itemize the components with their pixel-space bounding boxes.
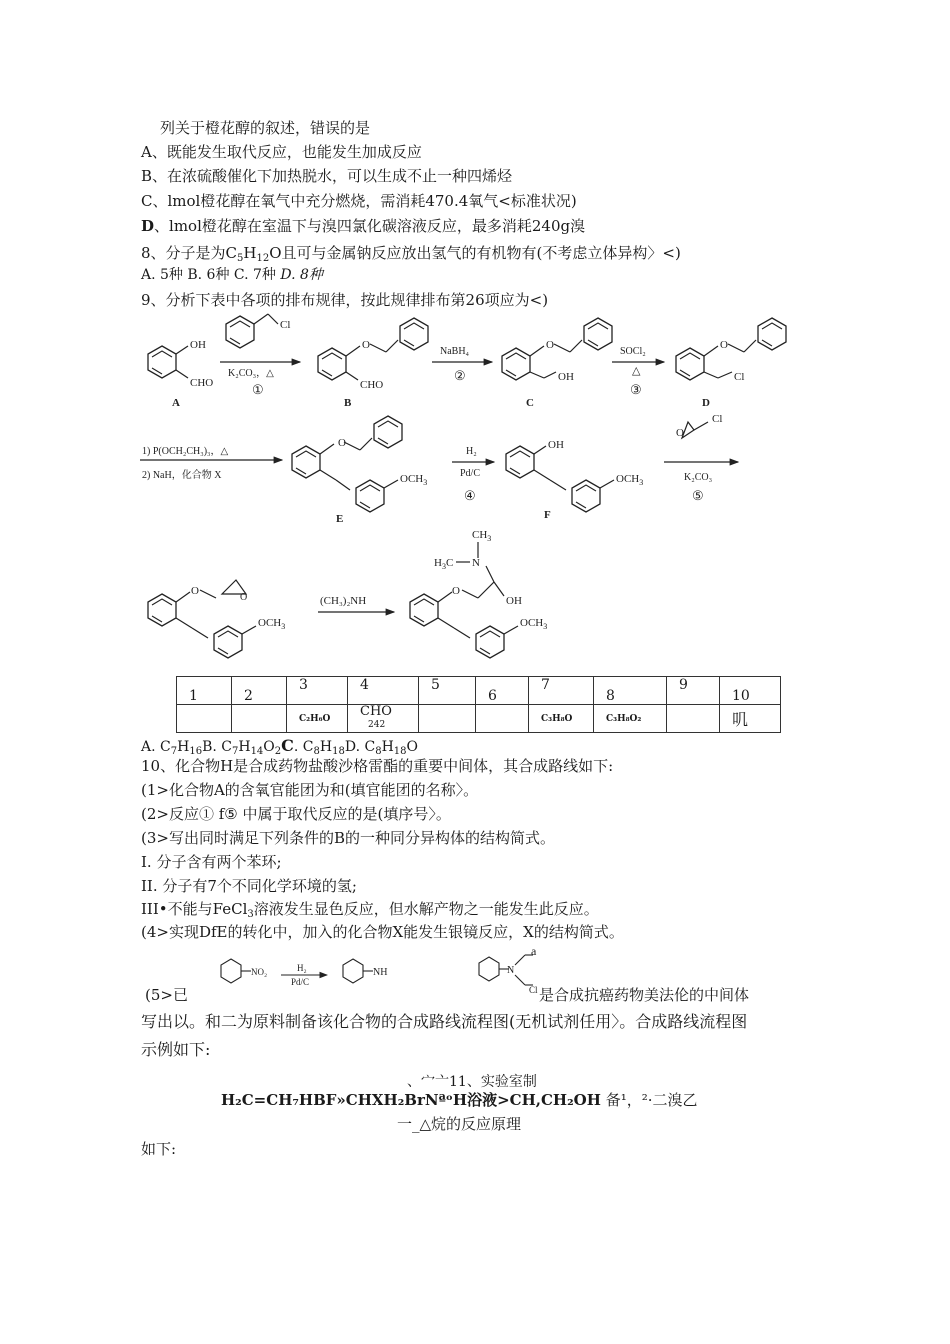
label-och3-f: $OCH_3$ — [616, 473, 644, 487]
step2-num: ② — [454, 368, 466, 383]
q9-opt-c3: 18 — [332, 746, 345, 757]
step-e1: 1) P(OCH₂CH₃)₃，△ — [142, 446, 229, 457]
series-table — [176, 676, 781, 733]
table-cell: C₃H₈O — [529, 705, 594, 733]
q10-cond-iii-b: 溶液发生显色反应，但水解产物之一能发生此反应。 — [253, 900, 599, 918]
table-cell — [667, 705, 720, 733]
label-o-c: O — [546, 339, 554, 351]
label-oh-h: OH — [506, 595, 522, 607]
label-o-e: O — [338, 437, 346, 449]
label-b: B — [344, 397, 352, 409]
q10-stem: 10、化合物H是合成药物盐酸沙格雷酯的重要中间体，其合成路线如下: — [141, 757, 614, 775]
label-och3-e: $OCH_3$ — [400, 473, 428, 487]
q11-tail: 如下: — [141, 1140, 177, 1158]
step-e2: 2) NaH，化合物 X — [142, 470, 222, 481]
table-header-cell: 8 — [594, 677, 667, 705]
q8-mid: H — [243, 244, 257, 262]
q7-option-a: A、既能发生取代反应，也能发生加成反应 — [141, 143, 422, 161]
table-cell — [476, 705, 529, 733]
q8-stem-b: O且可与金属钠反应放出氢气的有机物有(不考虑立体异构〉<) — [269, 244, 681, 262]
q10-part5-prefix: (5>已 — [145, 986, 188, 1004]
q9-stem: 9、分析下表中各项的排布规律，按此规律排布第26项应为<) — [141, 291, 549, 309]
table-header-cell: 9 — [667, 677, 720, 705]
table-header-cell: 5 — [419, 677, 476, 705]
table-cell: C₃H₈O₂ — [594, 705, 667, 733]
label-c: C — [526, 397, 534, 409]
q10-part2: (2>反应① f⑤ 中属于取代反应的是(填序号〉。 — [141, 805, 451, 823]
q9-opt-d: D. C — [344, 739, 376, 755]
step3-num: ③ — [630, 382, 642, 397]
table-header-cell: 7 — [529, 677, 594, 705]
q9-opt-b3: 14 — [250, 746, 264, 757]
q9-opt-c1: 8 — [313, 746, 320, 757]
example-tail: 备¹，²·二溴乙 — [605, 1091, 698, 1109]
label-oh-f: OH — [548, 439, 564, 451]
table-header-cell: 2 — [232, 677, 287, 705]
label-o-d: O — [720, 339, 728, 351]
q10-cond-iii-a: III•不能与FeCl — [141, 900, 248, 918]
step4-reagent2: Pd/C — [460, 468, 481, 479]
q10-part5-strip — [141, 944, 791, 1004]
table-header-cell: 3 — [287, 677, 348, 705]
step1-num: ① — [252, 382, 264, 397]
label-a: A — [172, 397, 180, 409]
q10-route: 写出以。和二为原料制备该化合物的合成路线流程图(无机试剂任用〉。合成路线流程图 — [141, 1012, 748, 1031]
q9-opt-b: B. C — [202, 739, 232, 755]
q8-sub2: 12 — [256, 253, 270, 264]
label-och3-g: $OCH_3$ — [258, 617, 286, 631]
label-f: F — [544, 509, 551, 521]
label-o-epoxide: O — [676, 427, 684, 439]
q10-route-2: 示例如下: — [141, 1040, 211, 1059]
label-d: D — [702, 397, 710, 409]
example-bottom: 一_△烷的反应原理 — [397, 1115, 522, 1133]
q9-opt-a3: 16 — [189, 746, 203, 757]
label-och3-h: $OCH_3$ — [520, 617, 548, 631]
table-cell — [232, 705, 287, 733]
q7-stem: 列关于橙花醇的叙述，错误的是 — [160, 119, 371, 137]
step4-reagent1: H₂ — [466, 446, 477, 457]
p5-n: N — [507, 965, 515, 976]
table-header-cell: 10 — [720, 677, 781, 705]
p5-pdc: Pd/C — [291, 977, 310, 987]
q7-d-letter: D — [141, 217, 155, 235]
example-main: H₂C=CH₇HBF»CHXH₂BrNªᵒH浴液>CH,CH₂OH — [221, 1091, 601, 1109]
label-ch3-h: $CH_3$ — [472, 529, 492, 543]
label-cho-a: CHO — [190, 377, 214, 389]
label-o-g-epoxide: O — [240, 592, 248, 603]
label-oh-a: OH — [190, 339, 206, 351]
step5-num: ⑤ — [692, 488, 704, 503]
step3-delta: △ — [632, 365, 641, 377]
label-e: E — [336, 513, 344, 525]
q9-opt-b4: O — [263, 739, 275, 755]
p5-nh: NH — [373, 967, 388, 978]
p5-h2: H₂ — [297, 963, 307, 973]
q7-d-text: 、lmol橙花醇在室温下与溴四氯化碳溶液反应，最多消耗240g溴 — [154, 217, 586, 235]
row-2-labels — [142, 413, 722, 525]
q9-opt-d3: 18 — [393, 746, 407, 757]
q8-option-d: D. 8种 — [280, 267, 323, 283]
q7-option-d — [141, 216, 585, 236]
q9-opt-c: C — [281, 736, 294, 755]
q10-part1: (1>化合物A的含氧官能团为和(填官能团的名称〉。 — [141, 781, 479, 799]
step5-reagent: K₂CO₃ — [684, 472, 713, 483]
table-cell — [177, 705, 232, 733]
p5-cl: Cl — [529, 985, 538, 995]
q9-opt-a: A. C — [141, 739, 171, 755]
q10-cond-iii-sub: 3 — [247, 909, 254, 920]
q9-opt-c-text: . C — [293, 739, 314, 755]
table-header-cell: 4 — [348, 677, 419, 705]
q10-cond-ii: II. 分子有7个不同化学环境的氢; — [141, 877, 357, 895]
p5-a: a — [531, 944, 537, 958]
q8-stem-a: 8、分子是为C — [141, 244, 238, 262]
q10-part3: (3>写出同时满足下列条件的B的一种同分异构体的结构简式。 — [141, 829, 555, 847]
q10-part5-suffix: 是合成抗癌药物美法伦的中间体 — [539, 986, 750, 1004]
table-cell-cho-text: CHO — [360, 704, 392, 719]
q10-cond-i: I. 分子含有两个苯环; — [141, 853, 282, 871]
q9-opt-d1: 8 — [375, 746, 382, 757]
q10-part4: (4>实现DfE的转化中，加入的化合物X能发生银镜反应，X的结构简式。 — [141, 923, 624, 941]
table-cell: C₂H₆O — [287, 705, 348, 733]
q9-opt-b2: H — [238, 739, 251, 755]
table-header-row — [177, 677, 781, 705]
q9-opt-d2: H — [381, 739, 394, 755]
label-o-h: O — [452, 585, 460, 597]
label-oh-c: OH — [558, 371, 574, 383]
p5-no2: NO₂ — [251, 967, 268, 977]
q9-opt-b1: 7 — [231, 746, 239, 757]
table-header-cell: 6 — [476, 677, 529, 705]
example-route — [221, 1090, 697, 1110]
step3-reagent: SOCl₂ — [620, 346, 646, 357]
q9-opt-a1: 7 — [170, 746, 178, 757]
table-cell-cho-sub: 242 — [368, 720, 386, 730]
table-cell — [419, 705, 476, 733]
label-cl-epoxide: Cl — [712, 413, 723, 425]
q7-option-b: B、在浓硫酸催化下加热脱水，可以生成不止一种四烯烃 — [141, 167, 513, 185]
synthesis-scheme — [0, 310, 950, 670]
q9-opt-a2: H — [177, 739, 190, 755]
table-cell: 叽 — [720, 705, 781, 733]
q9-opt-c2: H — [319, 739, 333, 755]
step2-reagent: NaBH₄ — [440, 346, 470, 357]
label-n-h: N — [472, 557, 480, 569]
step1-reagent: K₂CO₃，△ — [228, 368, 274, 379]
table-cell-cho — [348, 705, 419, 733]
row-2 — [140, 416, 738, 512]
q9-opt-b5: 2 — [274, 746, 282, 757]
q8-options — [141, 265, 323, 285]
row-3-labels — [191, 529, 547, 631]
table-header-cell: 1 — [177, 677, 232, 705]
step6-reagent: (CH₃)₂NH — [320, 595, 367, 607]
example-top: 、宀亠11、实验室制 — [407, 1074, 537, 1090]
q9-opt-d4: O — [406, 739, 418, 755]
q7-option-c: C、lmol橙花醇在氧气中充分燃烧，需消耗470.4氧气<标准状况) — [141, 192, 577, 210]
step4-num: ④ — [464, 488, 476, 503]
table-row — [177, 705, 781, 733]
row-1-labels — [172, 319, 744, 409]
label-o-g: O — [191, 585, 199, 597]
label-h3c-h: $H_3C$ — [434, 557, 454, 571]
label-o-b: O — [362, 339, 370, 351]
label-cl-d: Cl — [734, 371, 745, 383]
label-cl-1: Cl — [280, 319, 291, 331]
label-cho-b: CHO — [360, 379, 384, 391]
q8-sub1: 5 — [237, 253, 244, 264]
q8-options-abc: A. 5种 B. 6种 C. 7种 — [141, 267, 281, 283]
